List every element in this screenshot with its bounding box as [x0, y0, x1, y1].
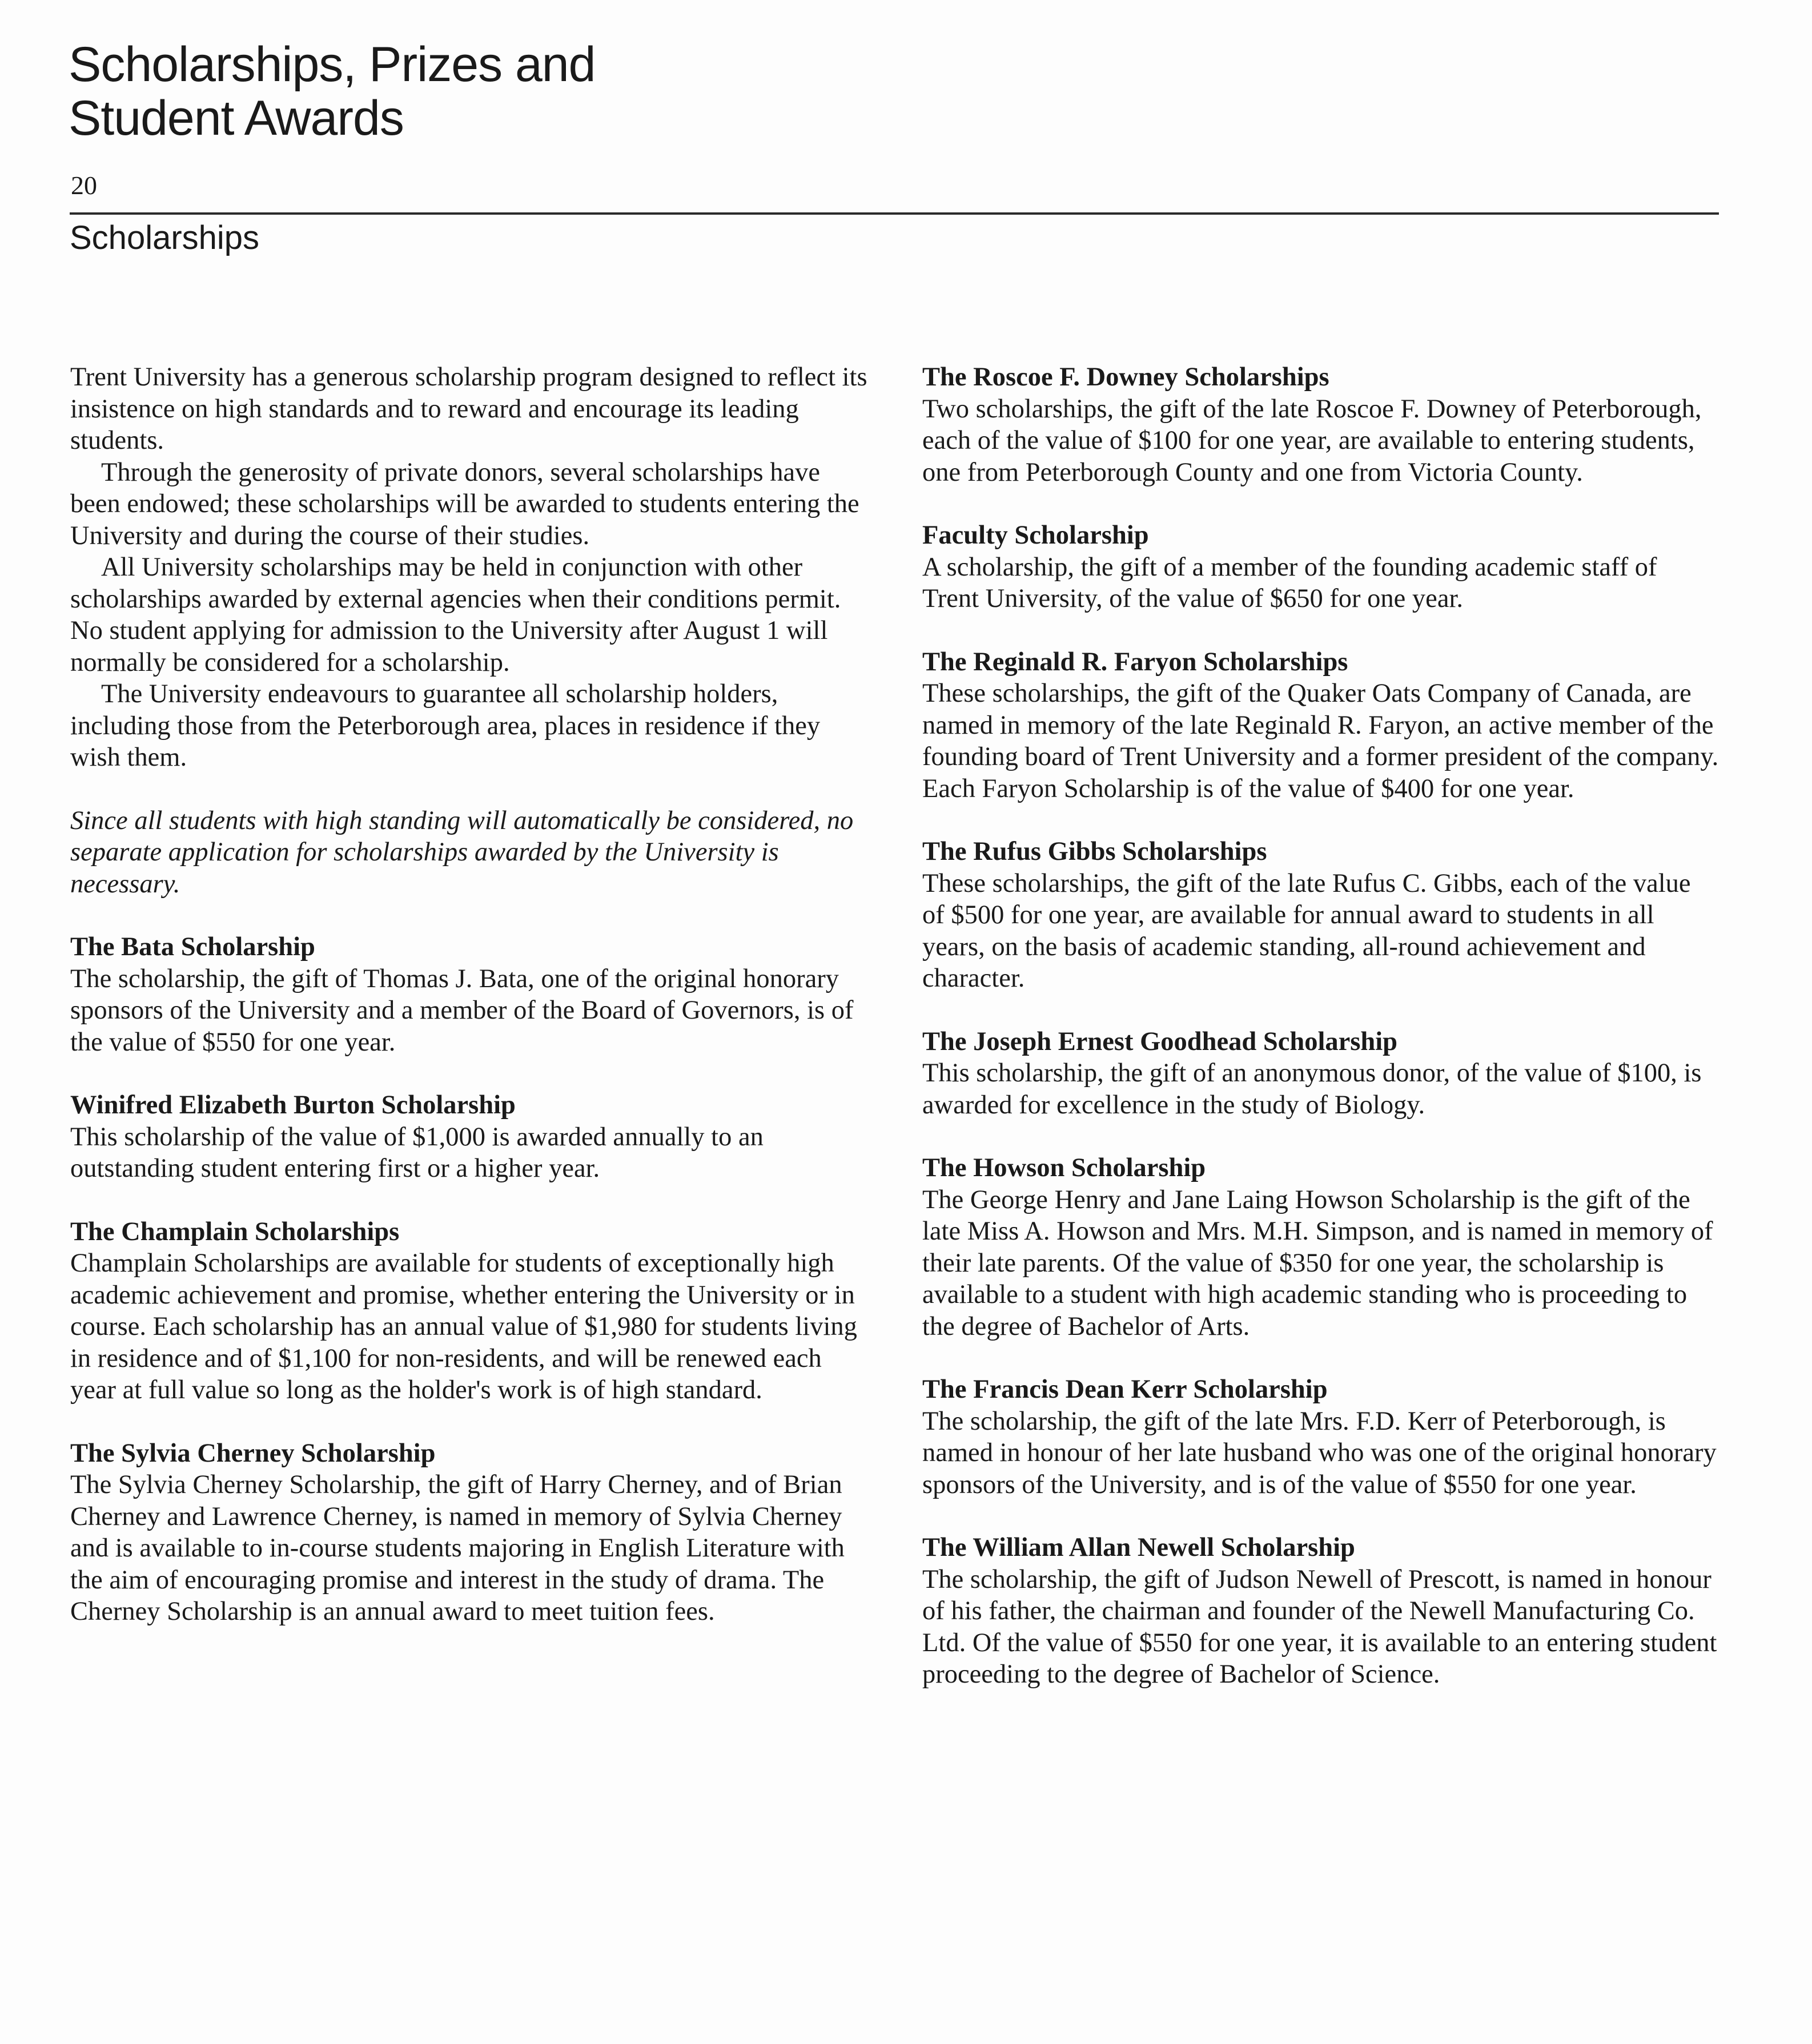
application-note: Since all students with high standing will automatically be considered, no separate application for scholarships awarded by the University is necessary.	[70, 806, 854, 899]
scholarship-entry	[922, 646, 1719, 805]
scholarship-description: The George Henry and Jane Laing Howson Scholarship is the gift of the late Miss A. Howson and Mrs. M.H. Simpson, and is named in memory of their late parents. Of the value of $350 for one year, the scholarship is available to a student with high academic standing who is proceeding to the degree of Bachelor of Arts.	[922, 1185, 1713, 1341]
scholarship-entry	[70, 1216, 870, 1406]
page-title-line-2: Student Awards	[69, 91, 404, 146]
scholarship-title: The Francis Dean Kerr Scholarship	[922, 1375, 1328, 1404]
horizontal-rule	[70, 212, 1719, 215]
scholarship-entry	[922, 1026, 1719, 1121]
scholarship-entry	[922, 1152, 1719, 1342]
scholarship-title: The Reginald R. Faryon Scholarships	[922, 647, 1348, 677]
scholarship-title: The Joseph Ernest Goodhead Scholarship	[922, 1027, 1398, 1056]
scholarship-entry	[922, 520, 1719, 615]
intro-paragraph: Through the generosity of private donors, several scholarships have been endowed; these scholarships will be awarded to students entering the University and during the course of their studies.	[70, 457, 859, 550]
scholarship-description: The scholarship, the gift of Judson Newell of Prescott, is named in honour of his father, the chairman and founder of the Newell Manufacturing Co. Ltd. Of the value of $550 for one year, it is available to an entering student proceeding to the degree of Bachelor of Science.	[922, 1564, 1717, 1689]
scholarship-description: This scholarship of the value of $1,000 is awarded annually to an outstanding student entering first or a higher year.	[70, 1122, 764, 1183]
scholarship-description: These scholarships, the gift of the Quaker Oats Company of Canada, are named in memory of the late Reginald R. Faryon, an active member of the founding board of Trent University and a former president of the company. Each Faryon Scholarship is of the value of $400 for one year.	[922, 679, 1719, 803]
right-column	[922, 361, 1719, 1722]
scholarship-title: Faculty Scholarship	[922, 521, 1149, 550]
page-number: 20	[71, 171, 97, 200]
scholarship-entry	[922, 361, 1719, 488]
scholarship-description: The scholarship, the gift of Thomas J. Bata, one of the original honorary sponsors of the University and a member of the Board of Governors, is of the value of $550 for one year.	[70, 964, 854, 1057]
scholarship-entry	[70, 1438, 870, 1628]
scholarship-title: The William Allan Newell Scholarship	[922, 1533, 1355, 1562]
intro-paragraph: The University endeavours to guarantee all scholarship holders, including those from the Peterborough area, places in residence if they wish them.	[70, 679, 821, 772]
intro-paragraph: All University scholarships may be held in conjunction with other scholarships awarded by external agencies when their conditions permit. No student applying for admission to the University after August 1 will normally be considered for a scholarship.	[70, 553, 841, 677]
left-column	[70, 361, 870, 1659]
scholarship-description: These scholarships, the gift of the late Rufus C. Gibbs, each of the value of $500 for one year, are available for annual award to students in all years, on the basis of academic standing, all-round achievement and character.	[922, 868, 1691, 993]
scholarship-title: The Bata Scholarship	[70, 932, 315, 961]
page-title-line-1: Scholarships, Prizes and	[69, 37, 596, 92]
scholarship-entry	[922, 1374, 1719, 1500]
scholarship-description: This scholarship, the gift of an anonymous donor, of the value of $100, is awarded for excellence in the study of Biology.	[922, 1059, 1702, 1120]
scholarship-description: The Sylvia Cherney Scholarship, the gift of Harry Cherney, and of Brian Cherney and Lawrence Cherney, is named in memory of Sylvia Cherney and is available to in-course students majoring in English Literature with the aim of encouraging promise and interest in the study of drama. The Cherney Scholarship is an annual award to meet tuition fees.	[70, 1470, 845, 1626]
scholarship-title: The Sylvia Cherney Scholarship	[70, 1438, 436, 1468]
scholarship-entry	[70, 1089, 870, 1185]
scholarship-title: The Champlain Scholarships	[70, 1217, 400, 1246]
scholarship-title: The Roscoe F. Downey Scholarships	[922, 363, 1329, 392]
page-title	[69, 38, 595, 145]
scholarship-entry	[922, 836, 1719, 995]
scholarship-title: The Howson Scholarship	[922, 1153, 1206, 1182]
scholarship-title: Winifred Elizabeth Burton Scholarship	[70, 1091, 516, 1120]
scholarship-description: The scholarship, the gift of the late Mrs. F.D. Kerr of Peterborough, is named in honour of her late husband who was one of the original honorary sponsors of the University, and is of the value of $550 for one year.	[922, 1406, 1717, 1499]
scholarship-description: A scholarship, the gift of a member of the founding academic staff of Trent University, of the value of $650 for one year.	[922, 552, 1657, 613]
scholarship-description: Champlain Scholarships are available for students of exceptionally high academic achievement and promise, whether entering the University or in course. Each scholarship has an annual value of $1,980 for students living in residence and of $1,100 for non-residents, and will be renewed each year at full value so long as the holder's work is of high standard.	[70, 1249, 857, 1405]
section-title: Scholarships	[70, 219, 260, 256]
intro-paragraph: Trent University has a generous scholarship program designed to reflect its insistence on high standards and to reward and encourage its leading students.	[70, 363, 867, 455]
scholarship-entry	[922, 1532, 1719, 1691]
scholarship-title: The Rufus Gibbs Scholarships	[922, 837, 1267, 866]
scholarship-description: Two scholarships, the gift of the late Roscoe F. Downey of Peterborough, each of the value of $100 for one year, are available to entering students, one from Peterborough County and one from Victoria County.	[922, 394, 1702, 487]
scholarship-entry	[70, 931, 870, 1058]
